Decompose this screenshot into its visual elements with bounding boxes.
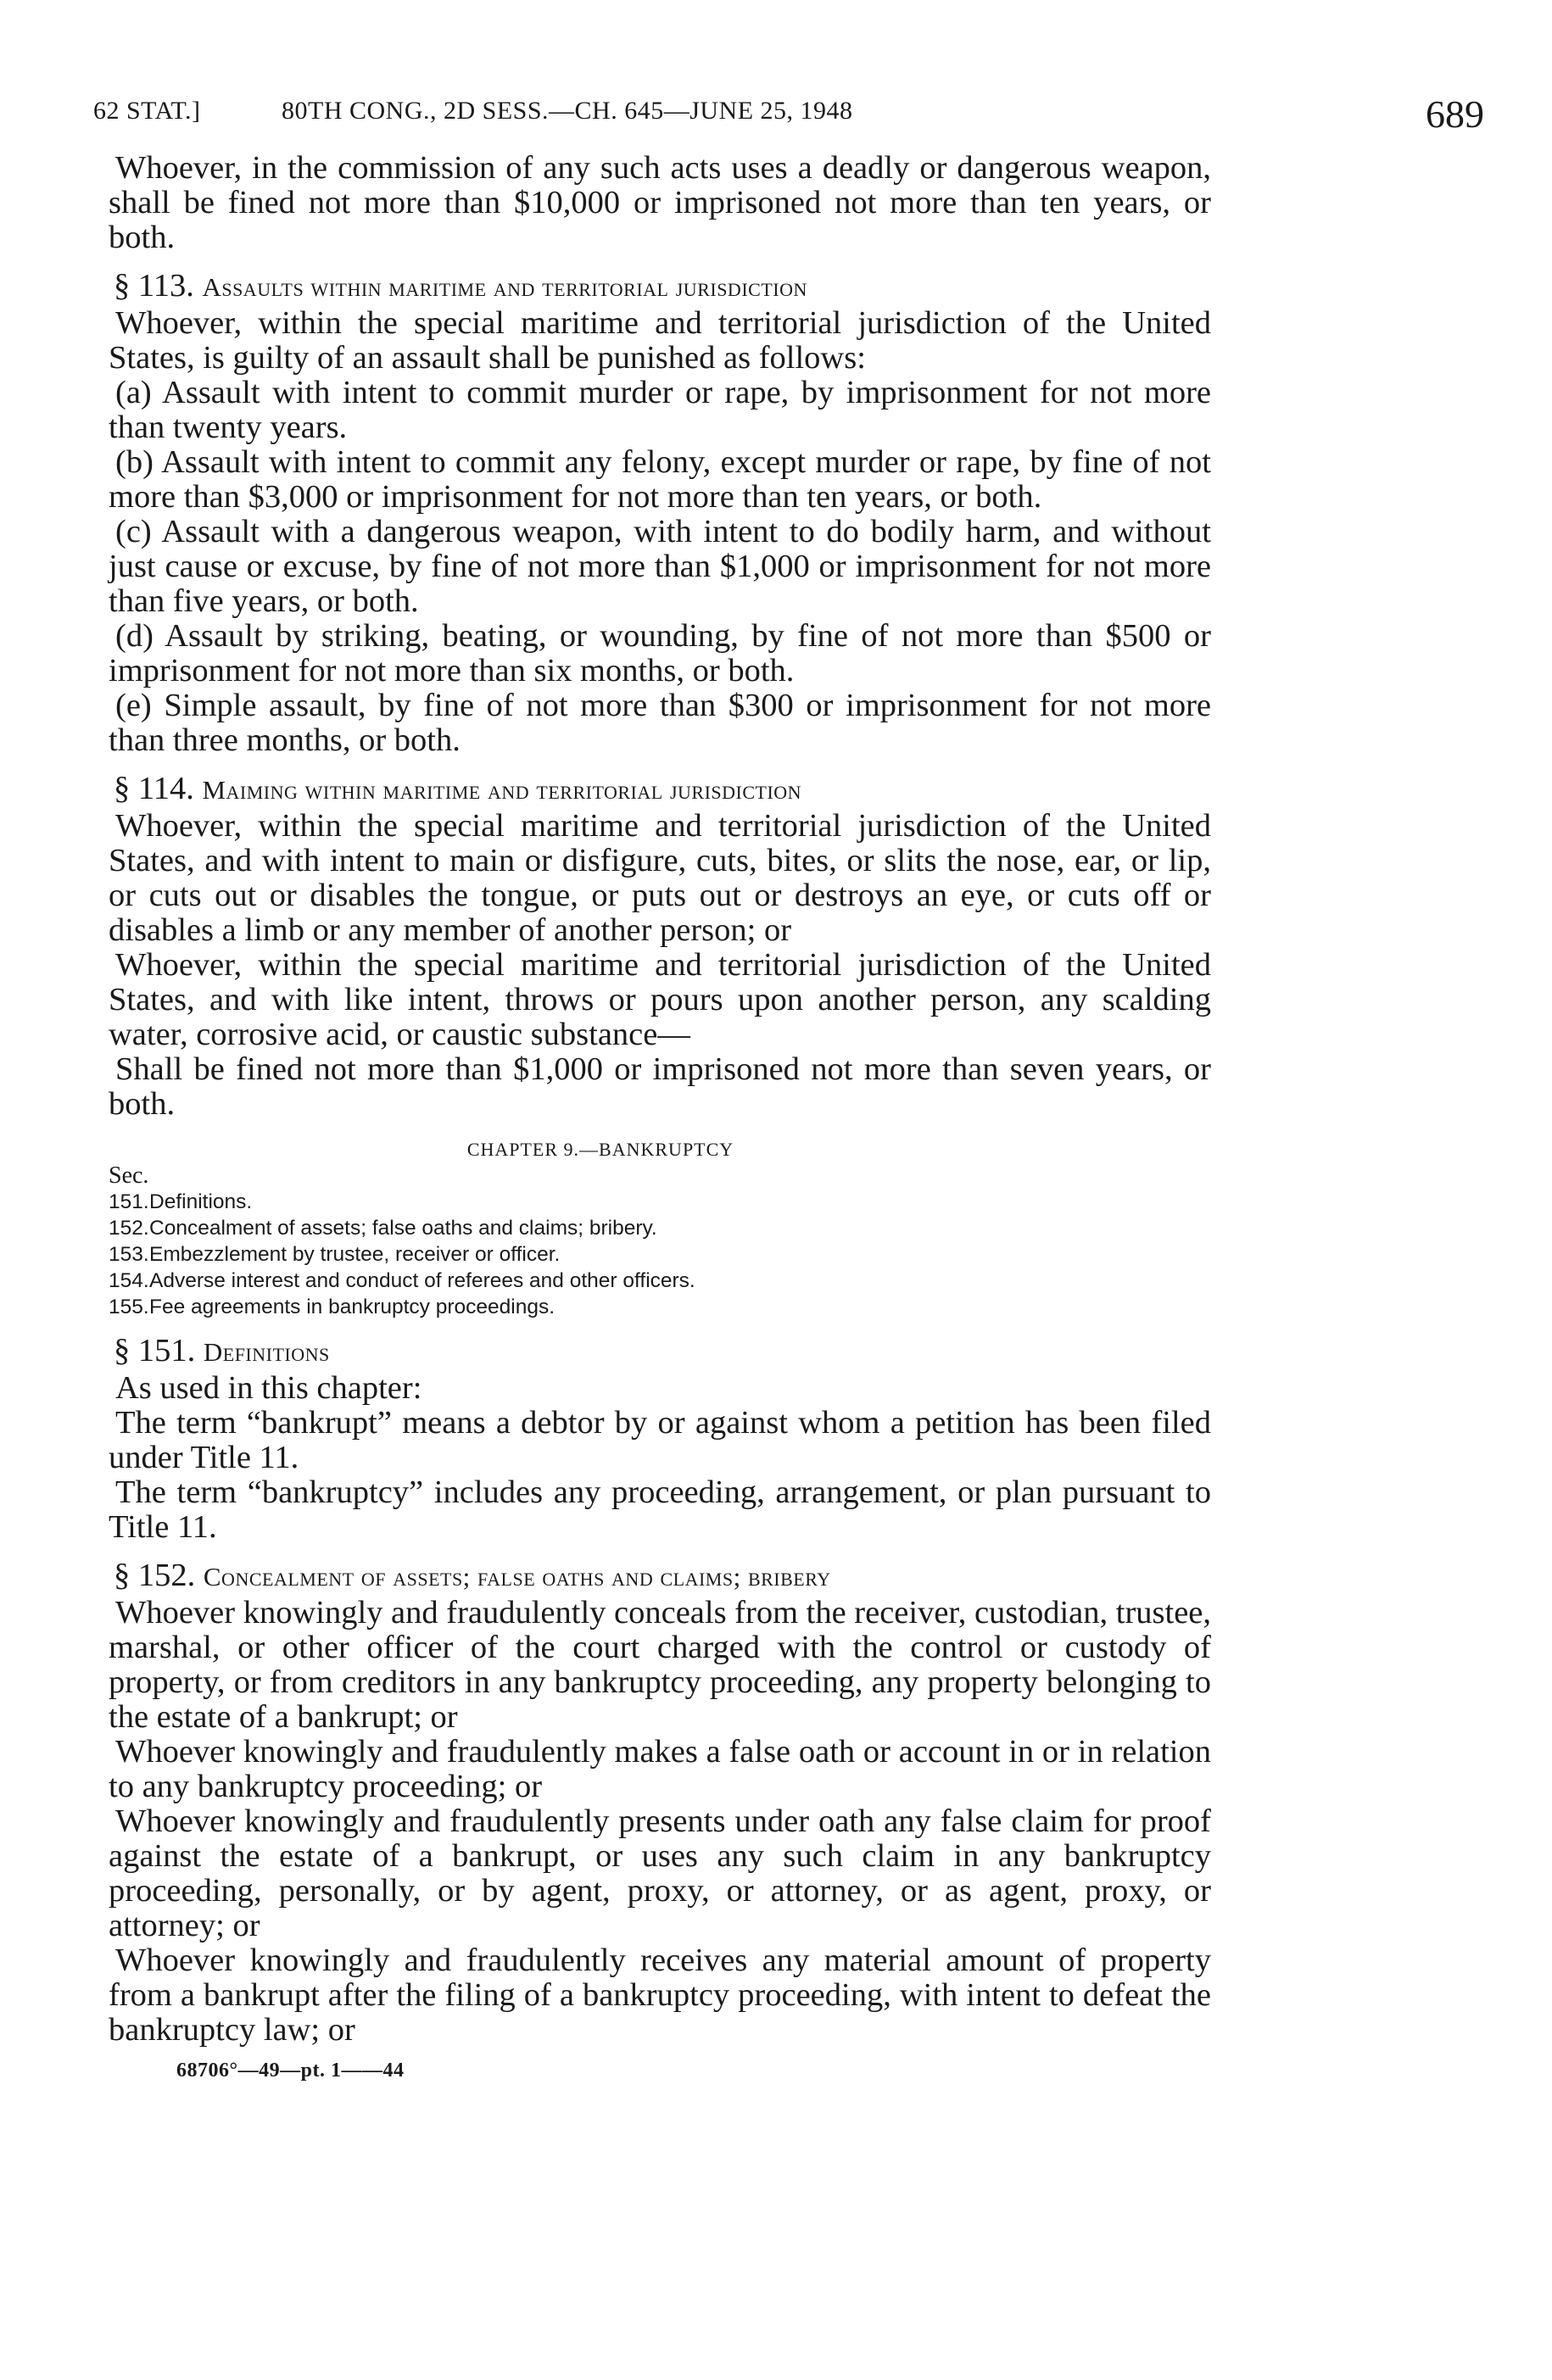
section-152-paragraph: Whoever knowingly and fraudulently receives any material amount of property from a bankrupt after the filing of a bankruptcy proceeding, with intent to defeat the bankruptcy law; or — [109, 1942, 1211, 2048]
toc-row — [109, 1294, 1211, 1320]
section-number: § 151. — [114, 1333, 196, 1368]
section-114-paragraph: Whoever, within the special maritime and territorial jurisdiction of the United States, and with intent to main or disfigure, cuts, bites, or slits the nose, ear, or lip, or cuts out or disables the tongue, or puts out or destroys an eye, or cuts off or disables a limb or any member of another person; or — [109, 808, 1211, 948]
page-number: 689 — [1426, 92, 1484, 136]
section-151-heading — [109, 1332, 1211, 1371]
page-body — [109, 151, 1211, 2082]
section-title: Assaults within maritime and territorial jurisdiction — [202, 272, 807, 302]
section-152-paragraph: Whoever knowingly and fraudulently presents under oath any false claim for proof against the estate of a bankrupt, or uses any such claim in any bankruptcy proceeding, personally, or by agent, proxy, or attorney, or as agent, proxy, or attorney; or — [109, 1803, 1211, 1943]
section-152-paragraph: Whoever knowingly and fraudulently makes a false oath or account in or in relation to any bankruptcy proceeding; or — [109, 1734, 1211, 1804]
toc-text: Adverse interest and conduct of referees and other officers. — [149, 1269, 695, 1292]
section-title: Definitions — [203, 1337, 330, 1367]
section-number: § 113. — [114, 268, 194, 304]
toc-row — [109, 1268, 1211, 1294]
intro-paragraph: Whoever, in the commission of any such acts uses a deadly or dangerous weapon, shall be fined not more than $10,000 or imprisoned not more than ten years, or both. — [109, 150, 1211, 255]
toc-number: 155. — [109, 1296, 149, 1318]
section-114-paragraph: Whoever, within the special maritime and territorial jurisdiction of the United States, and with like intent, throws or pours upon another person, any scalding water, corrosive acid, or caustic substance— — [109, 947, 1211, 1052]
section-113-item-c: (c) Assault with a dangerous weapon, with intent to do bodily harm, and without just cause or excuse, by fine of not more than $1,000 or imprisonment for not more than five years, or both. — [109, 514, 1211, 619]
section-title: Concealment of assets; false oaths and claims; bribery — [203, 1562, 831, 1591]
section-113-heading — [109, 267, 1211, 306]
section-113-item-e: (e) Simple assault, by fine of not more than $300 or imprisonment for not more than three months, or both. — [109, 688, 1211, 758]
statute-volume: 62 STAT.] — [93, 97, 201, 125]
running-head: 80TH CONG., 2D SESS.—CH. 645—JUNE 25, 1948 — [282, 97, 853, 125]
print-signature: 68706°—49—pt. 1——44 — [176, 2060, 405, 2082]
toc-row — [109, 1215, 1211, 1241]
section-114-heading — [109, 770, 1211, 809]
chapter-9-contents — [109, 1162, 1211, 1320]
section-113-item-a: (a) Assault with intent to commit murder or rape, by imprisonment for not more than twenty years. — [109, 375, 1211, 445]
page-header — [93, 92, 1484, 139]
section-number: § 152. — [114, 1558, 196, 1593]
chapter-9-title: CHAPTER 9.—BANKRUPTCY — [466, 1139, 734, 1160]
toc-text: Fee agreements in bankruptcy proceedings. — [149, 1296, 555, 1318]
section-114-paragraph: Shall be fined not more than $1,000 or imprisoned not more than seven years, or both. — [109, 1051, 1211, 1122]
section-number: § 114. — [114, 771, 194, 806]
toc-sec-label: Sec. — [109, 1162, 149, 1189]
toc-text: Embezzlement by trustee, receiver or officer. — [149, 1243, 561, 1266]
section-152-paragraph: Whoever knowingly and fraudulently conceals from the receiver, custodian, trustee, marshal, or other officer of the court charged with the control or custody of property, or from creditors in any bankruptcy proceeding, any property belonging to the estate of a bankrupt; or — [109, 1595, 1212, 1735]
toc-number: 153. — [109, 1243, 149, 1266]
section-151-paragraph: The term “bankruptcy” includes any proceeding, arrangement, or plan pursuant to Title 11. — [109, 1474, 1211, 1545]
toc-row — [109, 1241, 1211, 1268]
section-151-paragraph: As used in this chapter: — [115, 1370, 422, 1406]
toc-text: Concealment of assets; false oaths and claims; bribery. — [149, 1217, 657, 1240]
section-title: Maiming within maritime and territorial jurisdiction — [202, 775, 802, 805]
section-113-item-d: (d) Assault by striking, beating, or wounding, by fine of not more than $500 or imprisonment for not more than six months, or both. — [109, 618, 1211, 688]
toc-number: 154. — [109, 1269, 149, 1292]
toc-row — [109, 1189, 1211, 1215]
section-113-item-b: (b) Assault with intent to commit any felony, except murder or rape, by fine of not more than $3,000 or imprisonment for not more than ten years, or both. — [109, 444, 1211, 515]
toc-number: 151. — [109, 1190, 149, 1213]
section-151-paragraph: The term “bankrupt” means a debtor by or against whom a petition has been filed under Title 11. — [109, 1405, 1211, 1475]
section-113-intro: Whoever, within the special maritime and territorial jurisdiction of the United States, is guilty of an assault shall be punished as follows: — [109, 305, 1211, 376]
section-152-heading — [109, 1557, 1211, 1596]
toc-text: Definitions. — [149, 1190, 253, 1213]
toc-number: 152. — [109, 1217, 149, 1240]
